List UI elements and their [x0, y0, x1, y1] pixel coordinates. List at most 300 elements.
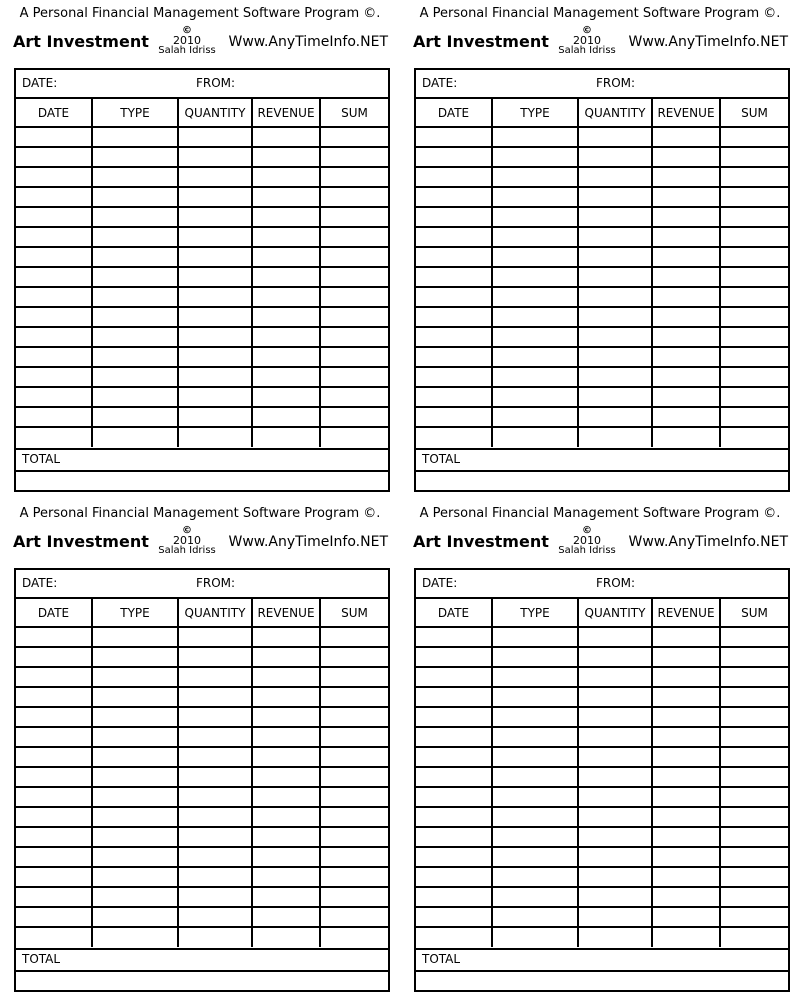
ledger-cell [492, 207, 578, 227]
ledger-cell [416, 847, 492, 867]
ledger-cell [178, 867, 252, 887]
ledger-cell [252, 427, 320, 447]
copyright-block [152, 526, 222, 556]
ledger-row [416, 767, 788, 787]
ledger-cell [252, 307, 320, 327]
ledger-cell [492, 367, 578, 387]
ledger-cell [578, 347, 652, 367]
ledger-cell [578, 327, 652, 347]
ledger-cell [416, 767, 492, 787]
ledger-cell [252, 227, 320, 247]
ledger-cell [178, 887, 252, 907]
ledger-cell [578, 287, 652, 307]
ledger-cell [492, 827, 578, 847]
ledger-cell [492, 907, 578, 927]
total-row [16, 448, 388, 472]
total-value-row [16, 470, 388, 490]
ledger-body [16, 627, 388, 947]
ledger-cell [92, 847, 178, 867]
ledger-cell [416, 707, 492, 727]
column-header-quantity: QUANTITY [178, 599, 252, 627]
ledger-cell [578, 687, 652, 707]
ledger-cell [16, 167, 92, 187]
total-row [416, 448, 788, 472]
ledger-cell [492, 887, 578, 907]
ledger-cell [578, 207, 652, 227]
ledger-cell [416, 307, 492, 327]
ledger-cell [492, 647, 578, 667]
ledger-cell [252, 847, 320, 867]
ledger-cell [16, 927, 92, 947]
ledger-cell [578, 307, 652, 327]
from-label: FROM: [196, 76, 236, 90]
ledger-cell [720, 147, 788, 167]
ledger-cell [16, 747, 92, 767]
ledger-cell [320, 847, 388, 867]
ledger-cell [492, 707, 578, 727]
ledger-form [12, 0, 388, 490]
ledger-row [416, 627, 788, 647]
ledger-cell [720, 807, 788, 827]
date-from-row [416, 70, 788, 99]
ledger-cell [320, 167, 388, 187]
copyright-year: 2010 [573, 34, 601, 47]
ledger-cell [720, 747, 788, 767]
ledger-cell [252, 207, 320, 227]
ledger-form [12, 500, 388, 990]
copyright-block [552, 26, 622, 56]
ledger-row [16, 707, 388, 727]
ledger-cell [252, 327, 320, 347]
ledger-cell [416, 287, 492, 307]
ledger-cell [578, 387, 652, 407]
ledger-cell [652, 347, 720, 367]
ledger-cell [652, 907, 720, 927]
ledger-cell [416, 327, 492, 347]
ledger-row [16, 747, 388, 767]
ledger-cell [16, 827, 92, 847]
ledger-row [16, 767, 388, 787]
ledger-cell [92, 287, 178, 307]
ledger-cell [252, 667, 320, 687]
column-header-sum: SUM [320, 99, 388, 127]
ledger-cell [578, 907, 652, 927]
ledger-cell [578, 847, 652, 867]
ledger-cell [416, 187, 492, 207]
ledger-row [416, 887, 788, 907]
ledger-cell [652, 647, 720, 667]
ledger-cell [578, 807, 652, 827]
ledger-row [16, 667, 388, 687]
ledger-cell [578, 647, 652, 667]
ledger-cell [16, 147, 92, 167]
ledger-cell [578, 227, 652, 247]
ledger-cell [578, 887, 652, 907]
ledger-row [416, 147, 788, 167]
ledger-cell [178, 927, 252, 947]
ledger-row [16, 187, 388, 207]
ledger-cell [178, 807, 252, 827]
ledger-cell [320, 727, 388, 747]
ledger-cell [492, 847, 578, 867]
ledger-cell [178, 427, 252, 447]
copyright-symbol: © [582, 525, 592, 536]
ledger-cell [16, 787, 92, 807]
ledger-cell [252, 627, 320, 647]
ledger-cell [320, 327, 388, 347]
ledger-cell [492, 667, 578, 687]
ledger-sheet [14, 568, 390, 992]
ledger-cell [320, 227, 388, 247]
ledger-row [416, 247, 788, 267]
copyright-symbol: © [182, 25, 192, 36]
ledger-cell [320, 887, 388, 907]
ledger-cell [578, 827, 652, 847]
ledger-cell [92, 327, 178, 347]
ledger-row [416, 167, 788, 187]
total-row [16, 948, 388, 972]
from-label: FROM: [596, 576, 636, 590]
ledger-cell [492, 187, 578, 207]
ledger-cell [492, 267, 578, 287]
ledger-cell [652, 627, 720, 647]
ledger-body [416, 127, 788, 447]
ledger-cell [252, 827, 320, 847]
column-header-sum: SUM [720, 99, 788, 127]
ledger-row [16, 787, 388, 807]
ledger-cell [16, 707, 92, 727]
ledger-row [416, 307, 788, 327]
ledger-cell [92, 727, 178, 747]
ledger-cell [416, 907, 492, 927]
website-url: Www.AnyTimeInfo.NET [628, 34, 788, 50]
column-header-date: DATE [16, 99, 92, 127]
ledger-cell [178, 667, 252, 687]
ledger-cell [492, 247, 578, 267]
ledger-cell [492, 407, 578, 427]
ledger-row [16, 167, 388, 187]
ledger-row [416, 367, 788, 387]
ledger-cell [92, 147, 178, 167]
ledger-cell [416, 627, 492, 647]
ledger-cell [578, 867, 652, 887]
date-label: DATE: [22, 576, 58, 590]
ledger-cell [652, 807, 720, 827]
ledger-cell [492, 307, 578, 327]
ledger-cell [92, 747, 178, 767]
ledger-cell [720, 767, 788, 787]
ledger-cell [178, 367, 252, 387]
header-row [416, 599, 788, 627]
ledger-cell [92, 407, 178, 427]
ledger-row [16, 127, 388, 147]
ledger-form [412, 0, 788, 490]
ledger-table [416, 99, 788, 447]
ledger-cell [492, 387, 578, 407]
ledger-cell [178, 627, 252, 647]
ledger-cell [652, 707, 720, 727]
ledger-row [16, 327, 388, 347]
ledger-cell [252, 887, 320, 907]
ledger-row [16, 247, 388, 267]
ledger-row [16, 907, 388, 927]
ledger-cell [720, 347, 788, 367]
ledger-row [416, 687, 788, 707]
ledger-cell [92, 807, 178, 827]
ledger-cell [652, 827, 720, 847]
ledger-cell [178, 787, 252, 807]
ledger-cell [320, 267, 388, 287]
ledger-cell [178, 187, 252, 207]
ledger-cell [416, 887, 492, 907]
ledger-cell [720, 387, 788, 407]
ledger-cell [252, 907, 320, 927]
form-tagline: A Personal Financial Management Software Program ©. [419, 506, 781, 521]
ledger-cell [720, 427, 788, 447]
ledger-cell [652, 867, 720, 887]
ledger-cell [492, 867, 578, 887]
ledger-cell [320, 927, 388, 947]
ledger-cell [492, 287, 578, 307]
ledger-cell [578, 627, 652, 647]
ledger-table [416, 599, 788, 947]
ledger-cell [492, 147, 578, 167]
ledger-cell [720, 127, 788, 147]
ledger-cell [578, 427, 652, 447]
column-header-date: DATE [416, 599, 492, 627]
ledger-cell [16, 627, 92, 647]
date-from-row [16, 570, 388, 599]
ledger-body [416, 627, 788, 947]
form-title: Art Investment [13, 532, 149, 551]
ledger-cell [492, 727, 578, 747]
ledger-cell [320, 207, 388, 227]
ledger-cell [252, 767, 320, 787]
ledger-cell [652, 667, 720, 687]
ledger-cell [252, 707, 320, 727]
form-title: Art Investment [413, 532, 549, 551]
ledger-cell [92, 887, 178, 907]
ledger-cell [720, 207, 788, 227]
column-header-type: TYPE [92, 99, 178, 127]
ledger-row [416, 347, 788, 367]
ledger-sheet [414, 568, 790, 992]
ledger-body [16, 127, 388, 447]
ledger-cell [92, 827, 178, 847]
ledger-cell [320, 747, 388, 767]
ledger-row [416, 907, 788, 927]
ledger-cell [416, 427, 492, 447]
ledger-cell [252, 747, 320, 767]
ledger-cell [416, 827, 492, 847]
ledger-cell [578, 747, 652, 767]
ledger-sheet [14, 68, 390, 492]
ledger-row [16, 807, 388, 827]
ledger-cell [416, 667, 492, 687]
ledger-row [416, 327, 788, 347]
ledger-cell [252, 647, 320, 667]
author-name: Salah Idriss [558, 545, 616, 556]
date-from-row [416, 570, 788, 599]
total-value-row [416, 970, 788, 990]
copyright-year: 2010 [573, 534, 601, 547]
ledger-cell [720, 887, 788, 907]
ledger-cell [578, 367, 652, 387]
ledger-cell [320, 667, 388, 687]
column-header-date: DATE [16, 599, 92, 627]
ledger-row [16, 307, 388, 327]
form-title: Art Investment [413, 32, 549, 51]
ledger-cell [720, 627, 788, 647]
ledger-row [16, 147, 388, 167]
copyright-symbol: © [582, 25, 592, 36]
ledger-cell [652, 327, 720, 347]
ledger-cell [16, 327, 92, 347]
ledger-row [16, 427, 388, 447]
ledger-cell [578, 407, 652, 427]
copyright-block [552, 526, 622, 556]
ledger-cell [320, 787, 388, 807]
ledger-cell [92, 387, 178, 407]
ledger-cell [720, 307, 788, 327]
ledger-cell [16, 807, 92, 827]
ledger-cell [320, 127, 388, 147]
ledger-cell [416, 927, 492, 947]
total-label: TOTAL [22, 452, 61, 466]
ledger-cell [92, 627, 178, 647]
ledger-cell [416, 167, 492, 187]
form-tagline: A Personal Financial Management Software Program ©. [19, 6, 381, 21]
ledger-cell [416, 147, 492, 167]
ledger-cell [652, 187, 720, 207]
ledger-cell [320, 807, 388, 827]
ledger-row [416, 747, 788, 767]
ledger-cell [578, 187, 652, 207]
author-name: Salah Idriss [158, 545, 216, 556]
total-label: TOTAL [422, 952, 461, 966]
ledger-cell [92, 347, 178, 367]
header-row [16, 99, 388, 127]
ledger-cell [652, 267, 720, 287]
ledger-cell [492, 927, 578, 947]
ledger-cell [720, 827, 788, 847]
ledger-cell [92, 787, 178, 807]
ledger-row [416, 727, 788, 747]
ledger-cell [320, 247, 388, 267]
ledger-cell [416, 807, 492, 827]
ledger-cell [652, 147, 720, 167]
ledger-cell [578, 127, 652, 147]
ledger-cell [252, 287, 320, 307]
copyright-symbol: © [182, 525, 192, 536]
ledger-cell [178, 247, 252, 267]
ledger-row [416, 187, 788, 207]
ledger-cell [578, 167, 652, 187]
ledger-cell [92, 427, 178, 447]
ledger-cell [492, 327, 578, 347]
ledger-cell [252, 367, 320, 387]
ledger-cell [720, 707, 788, 727]
ledger-cell [92, 707, 178, 727]
ledger-row [416, 927, 788, 947]
ledger-row [16, 727, 388, 747]
ledger-row [416, 787, 788, 807]
ledger-cell [92, 207, 178, 227]
ledger-row [16, 627, 388, 647]
ledger-cell [16, 247, 92, 267]
ledger-cell [652, 227, 720, 247]
ledger-cell [178, 227, 252, 247]
ledger-cell [16, 767, 92, 787]
ledger-cell [578, 707, 652, 727]
ledger-cell [720, 327, 788, 347]
column-header-sum: SUM [320, 599, 388, 627]
ledger-row [16, 287, 388, 307]
ledger-cell [320, 347, 388, 367]
ledger-cell [252, 787, 320, 807]
ledger-row [416, 827, 788, 847]
ledger-row [416, 427, 788, 447]
ledger-cell [16, 127, 92, 147]
ledger-cell [492, 167, 578, 187]
ledger-cell [92, 167, 178, 187]
column-header-revenue: REVENUE [252, 99, 320, 127]
column-header-revenue: REVENUE [652, 599, 720, 627]
ledger-cell [320, 407, 388, 427]
from-label: FROM: [196, 576, 236, 590]
ledger-cell [416, 647, 492, 667]
website-url: Www.AnyTimeInfo.NET [628, 534, 788, 550]
ledger-cell [92, 667, 178, 687]
form-tagline: A Personal Financial Management Software Program ©. [19, 506, 381, 521]
author-name: Salah Idriss [558, 45, 616, 56]
ledger-cell [178, 127, 252, 147]
ledger-cell [16, 307, 92, 327]
ledger-cell [92, 247, 178, 267]
column-header-quantity: QUANTITY [178, 99, 252, 127]
ledger-cell [652, 247, 720, 267]
ledger-cell [652, 407, 720, 427]
date-label: DATE: [422, 576, 458, 590]
ledger-cell [416, 387, 492, 407]
ledger-cell [416, 247, 492, 267]
ledger-cell [16, 427, 92, 447]
ledger-row [416, 867, 788, 887]
ledger-cell [320, 827, 388, 847]
ledger-cell [320, 427, 388, 447]
ledger-cell [252, 167, 320, 187]
date-label: DATE: [422, 76, 458, 90]
ledger-cell [492, 687, 578, 707]
header-row [416, 99, 788, 127]
ledger-row [416, 267, 788, 287]
ledger-cell [178, 707, 252, 727]
ledger-cell [178, 767, 252, 787]
ledger-cell [16, 667, 92, 687]
ledger-row [416, 707, 788, 727]
ledger-row [16, 847, 388, 867]
ledger-row [16, 927, 388, 947]
ledger-cell [416, 747, 492, 767]
total-value-row [416, 470, 788, 490]
ledger-cell [92, 907, 178, 927]
ledger-row [16, 347, 388, 367]
ledger-table [16, 599, 388, 947]
ledger-row [416, 647, 788, 667]
ledger-cell [252, 347, 320, 367]
ledger-cell [320, 707, 388, 727]
ledger-cell [652, 427, 720, 447]
